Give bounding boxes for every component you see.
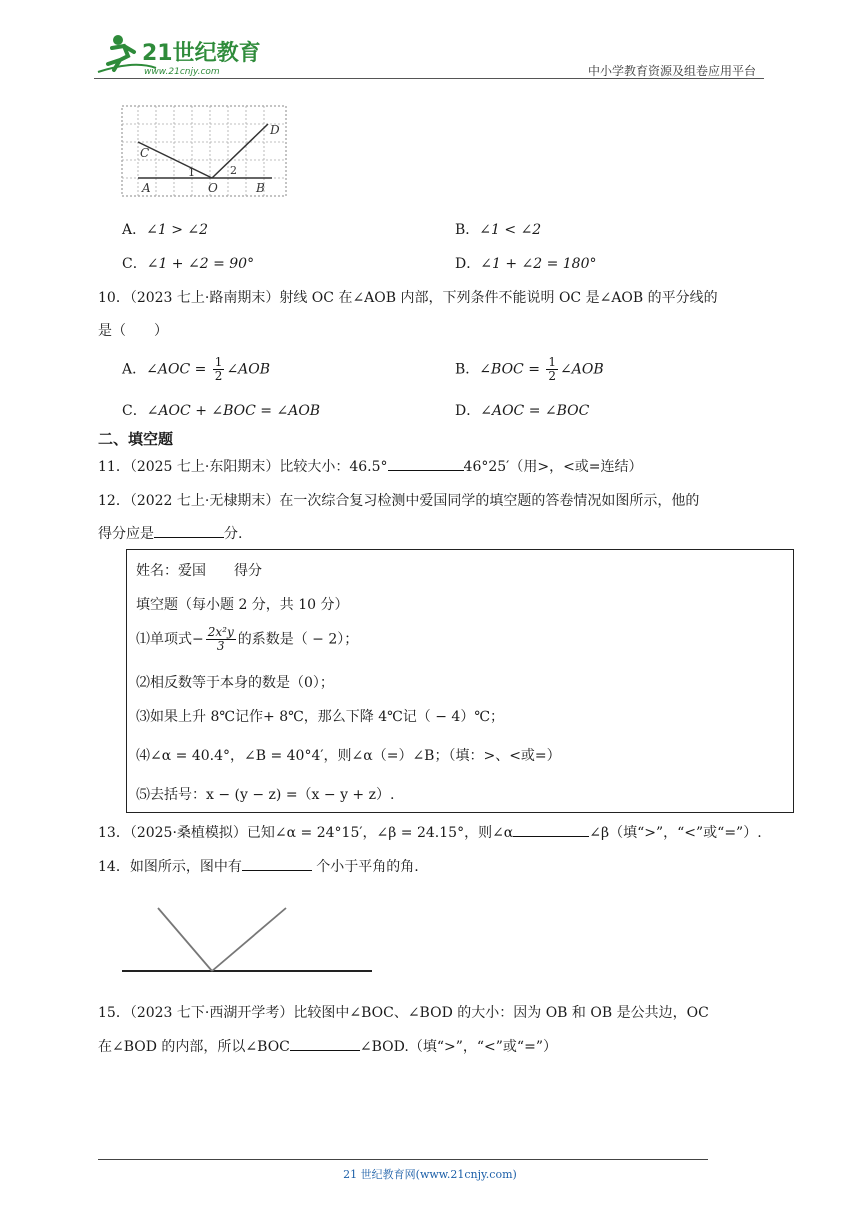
section-title-fill-in: 二、填空题 <box>98 430 174 448</box>
q9-option-a[interactable]: A．∠1 > ∠2 <box>122 222 209 238</box>
q15-stem-line2: 在∠BOD 的内部，所以∠BOC ∠BOD.（填“>”，“<”或“=”） <box>98 1036 557 1056</box>
svg-text:O: O <box>208 181 218 195</box>
answer-card-item-4: ⑷∠α = 40.4°，∠B = 40°4′，则∠α（=）∠B；（填：>、<或=） <box>136 748 561 764</box>
answer-blank[interactable] <box>154 523 224 538</box>
answer-card-item-3: ⑶如果上升 8℃记作+ 8℃，那么下降 4℃记（ − 4）℃； <box>136 709 504 725</box>
angle-grid-figure <box>120 104 290 204</box>
q10-option-c[interactable]: C．∠AOC + ∠BOC = ∠AOB <box>122 403 321 419</box>
header-divider <box>94 78 764 79</box>
q10-option-a[interactable]: A．∠AOC = $\frac{1}{2}$ ∠AOB <box>122 355 271 383</box>
q13-stem: 13．（2025·桑植模拟）已知∠α = 24°15′，∠β = 24.15°，则∠α ∠β（填“>”，“<”或“=”）. <box>98 822 762 842</box>
logo-url: www.21cnjy.com <box>144 67 220 77</box>
q10-stem-line2: 是（ ） <box>98 323 168 339</box>
answer-card-title: 填空题（每小题 2 分，共 10 分） <box>136 597 349 613</box>
svg-text:D: D <box>270 123 280 137</box>
q9-option-d[interactable]: D．∠1 + ∠2 = 180° <box>455 256 597 272</box>
q10-option-b[interactable]: B．∠BOC = $\frac{1}{2}$ ∠AOB <box>455 355 604 383</box>
logo-text: 21世纪教育 <box>142 41 261 66</box>
v-angle-figure <box>120 904 380 980</box>
site-logo <box>94 30 264 78</box>
svg-text:2: 2 <box>230 164 237 177</box>
answer-card-item-5: ⑸去括号：x − (y − z) =（x − y + z）. <box>136 787 395 803</box>
svg-text:A: A <box>142 181 151 195</box>
fraction: $\frac{\text{2x²y}}{3}$ <box>207 625 234 653</box>
svg-text:C: C <box>140 146 150 160</box>
fraction: $\frac{1}{2}$ <box>548 355 557 383</box>
q15-stem-line1: 15．（2023 七下·西湖开学考）比较图中∠BOC、∠BOD 的大小：因为 OB 和 OB 是公共边，OC <box>98 1005 709 1021</box>
q12-stem-line1: 12．（2022 七上·无棣期末）在一次综合复习检测中爱国同学的填空题的答卷情况如图所示，他的 <box>98 493 700 509</box>
svg-text:B: B <box>256 181 265 195</box>
answer-blank[interactable] <box>242 856 312 871</box>
footer-text[interactable]: 21 世纪教育网(www.21cnjy.com) <box>343 1168 517 1181</box>
footer-divider <box>98 1159 708 1160</box>
q12-stem-line2: 得分应是 分. <box>98 523 242 543</box>
q14-stem: 14．如图所示，图中有 个小于平角的角. <box>98 856 419 876</box>
q11-stem: 11．（2025 七上·东阳期末）比较大小：46.5° 46°25′（用>，<或=连结） <box>98 456 643 476</box>
answer-blank[interactable] <box>290 1036 360 1051</box>
q9-option-c[interactable]: C．∠1 + ∠2 = 90° <box>122 256 255 272</box>
answer-card-name: 姓名：爱国 得分 <box>136 563 262 579</box>
q9-option-b[interactable]: B．∠1 < ∠2 <box>455 222 542 238</box>
answer-blank[interactable] <box>388 456 464 471</box>
answer-blank[interactable] <box>513 822 589 837</box>
q10-stem-line1: 10．（2023 七上·路南期末）射线 OC 在∠AOB 内部，下列条件不能说明 OC 是∠AOB 的平分线的 <box>98 290 718 306</box>
fraction: $\frac{1}{2}$ <box>214 355 223 383</box>
svg-text:1: 1 <box>188 166 195 179</box>
answer-card-item-2: ⑵相反数等于本身的数是（0）； <box>136 675 334 691</box>
answer-card-item-1: ⑴单项式− $\frac{\text{2x²y}}{3}$ 的系数是（ − 2）； <box>136 625 359 653</box>
q10-option-d[interactable]: D．∠AOC = ∠BOC <box>455 403 590 419</box>
header-slogan: 中小学教育资源及组卷应用平台 <box>587 64 756 78</box>
